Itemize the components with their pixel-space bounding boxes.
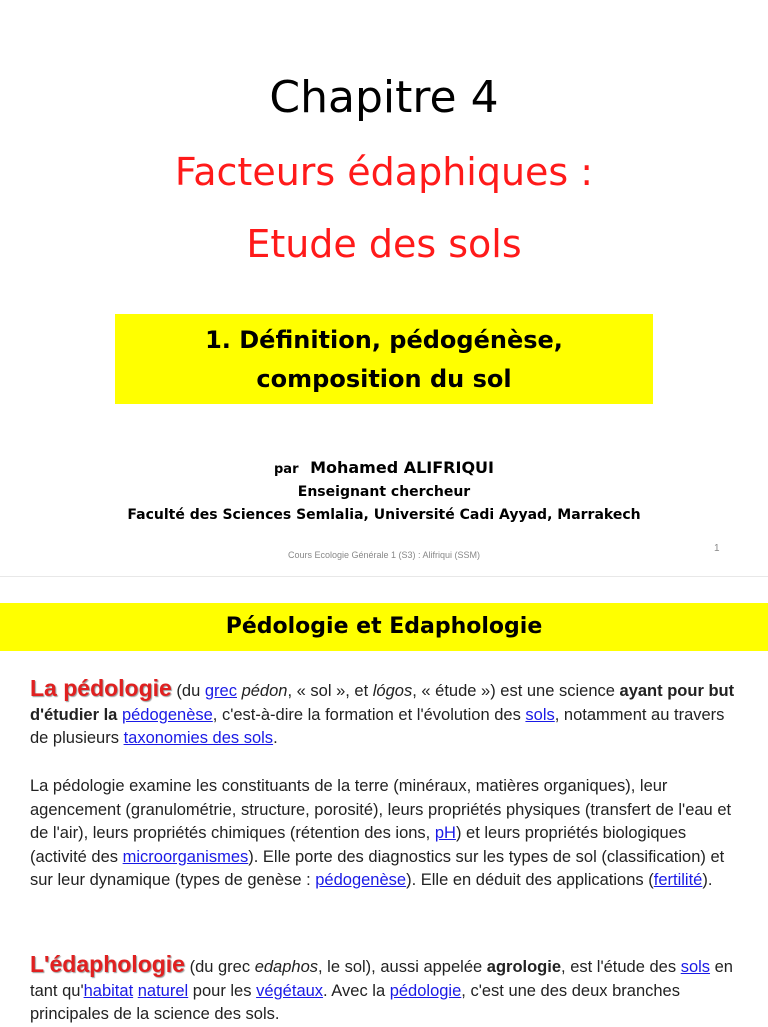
text: ). Elle porte des diagnostics sur les types de sol (classification) et sur leur dynamique (types de genèse : [30, 847, 725, 889]
page-number: 1 [714, 543, 720, 554]
text: . [273, 729, 278, 747]
link-pedogenese-2[interactable]: pédogenèse [315, 871, 407, 889]
text: , le sol), aussi appelée [318, 958, 487, 976]
text: . Avec la [323, 981, 390, 1000]
text: , c'est-à-dire la formation et l'évolution des [212, 705, 526, 724]
text: en tant qu' [30, 958, 733, 1000]
link-sols-2[interactable]: sols [680, 958, 711, 976]
term-edaphologie: L'édaphologie [30, 951, 185, 977]
link-pedogenese[interactable]: pédogenèse [121, 705, 213, 724]
link-habitat[interactable]: habitat [83, 981, 134, 1000]
link-pedologie[interactable]: pédologie [389, 981, 462, 1000]
author-name: Mohamed ALIFRIQUI [310, 458, 494, 477]
text: , c'est une des deux branches principales de la science des sols. [30, 981, 680, 1023]
chapter-title: Chapitre 4 [269, 72, 499, 123]
paragraph-edaphologie [30, 953, 742, 1027]
link-fertilite[interactable]: fertilité [653, 871, 703, 889]
paragraph-pedologie [30, 677, 742, 751]
link-ph[interactable]: pH [434, 824, 456, 842]
goal-text: ayant pour but d'étudier la [30, 682, 735, 724]
link-microorganismes[interactable]: microorganismes [122, 847, 249, 866]
text: ). [702, 871, 713, 889]
text: (du grec [184, 958, 255, 976]
text: , « sol », et [287, 682, 373, 700]
section-line-2: composition du sol [256, 365, 512, 393]
link-naturel[interactable]: naturel [137, 981, 189, 1000]
author-role: Enseignant chercheur [297, 484, 471, 500]
text: , « étude ») est une science [412, 682, 620, 700]
subtitle-line-1: Facteurs édaphiques : [174, 150, 594, 194]
text: ) et leurs propriétés biologiques (activité des [30, 824, 687, 866]
author-prefix: par [273, 462, 299, 477]
slide-footer: Cours Ecologie Générale 1 (S3) : Alifriqui (SSM) [287, 550, 481, 560]
word-edaphos: edaphos [254, 958, 318, 976]
word-pedon: pédon [241, 682, 288, 700]
text: , notamment au travers de plusieurs [30, 705, 725, 747]
text: ). Elle en déduit des applications ( [406, 871, 654, 889]
author-affiliation: Faculté des Sciences Semlalia, Université Cadi Ayyad, Marrakech [127, 507, 641, 523]
word-agrologie: agrologie [486, 958, 562, 976]
section-box [115, 314, 653, 404]
term-pedologie: La pédologie [30, 675, 172, 701]
link-vegetaux[interactable]: végétaux [256, 981, 324, 1000]
slide-heading: Pédologie et Edaphologie [0, 603, 768, 651]
text: pour les [188, 981, 257, 1000]
text: (du [171, 682, 205, 700]
section-line-1: 1. Définition, pédogénèse, [205, 326, 563, 354]
link-sols[interactable]: sols [525, 705, 555, 724]
word-logos: lógos [372, 682, 413, 700]
link-grec[interactable]: grec [204, 682, 237, 700]
link-taxonomies[interactable]: taxonomies des sols [123, 729, 274, 747]
text: La pédologie examine les constituants de la terre (minéraux, matières organiques), leur agencement (granulométrie, structure, porosité), leurs propriétés physiques (transfert de l'eau et de l'air), leurs propriétés chimiques (rétention des ions, [30, 777, 732, 842]
author-line [0, 458, 768, 477]
paragraph-pedologie-details [30, 775, 742, 893]
text: , est l'étude des [561, 958, 681, 976]
subtitle-line-2: Etude des sols [246, 222, 522, 266]
slide-content [0, 576, 768, 1025]
